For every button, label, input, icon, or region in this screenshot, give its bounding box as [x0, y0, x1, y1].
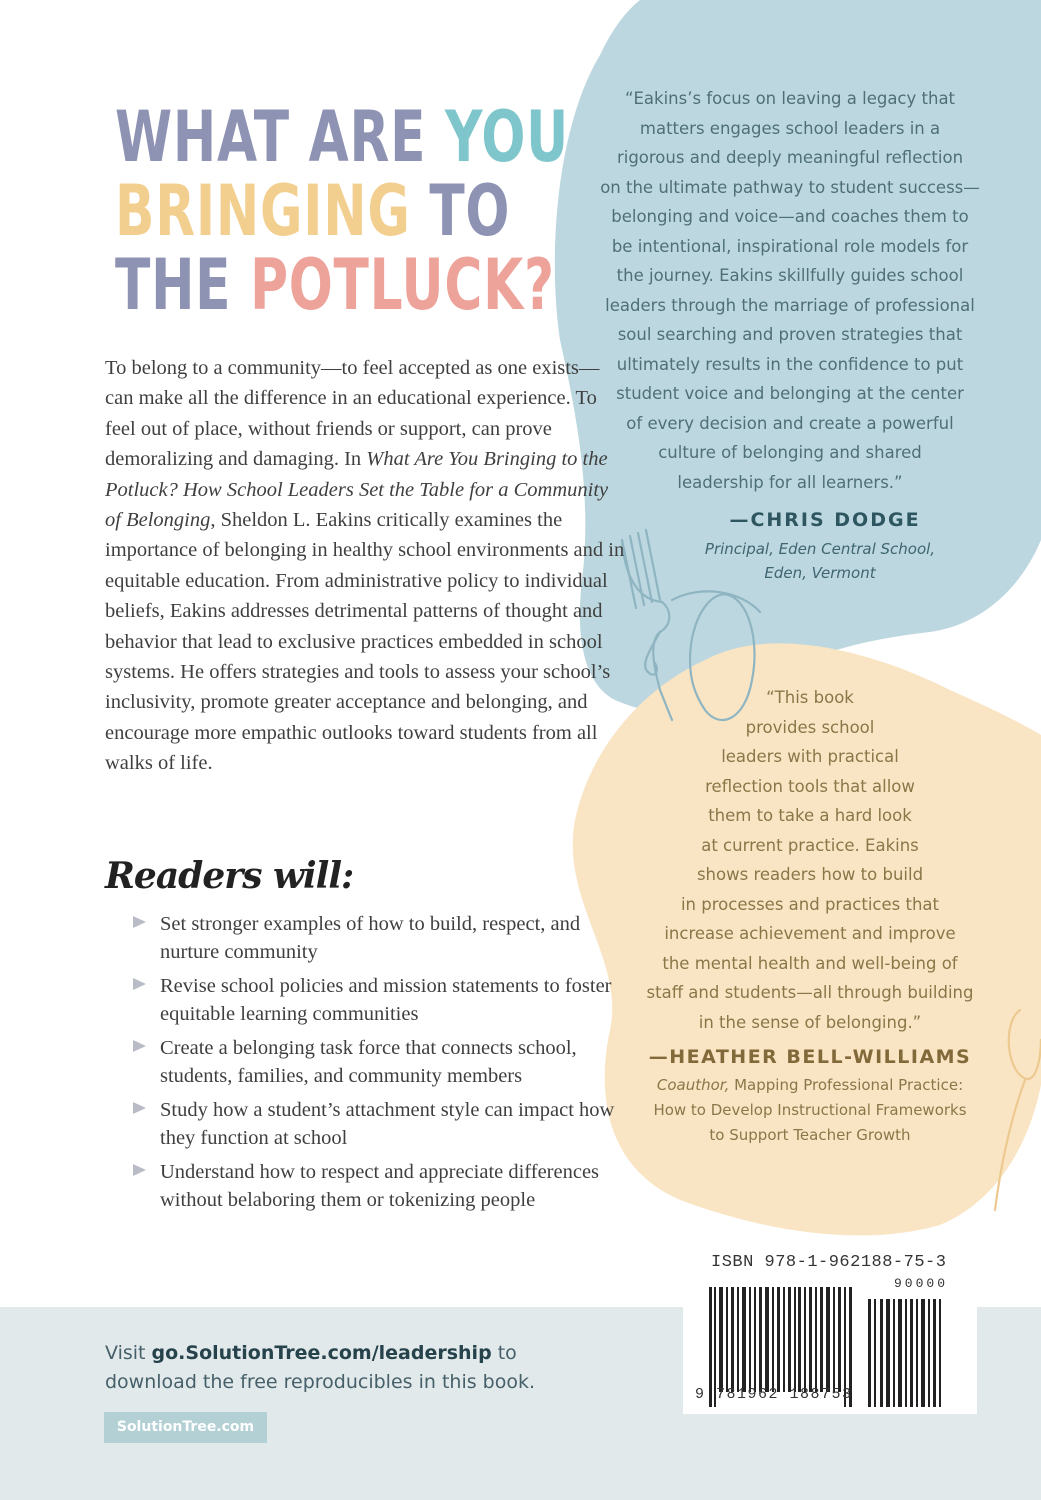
quote-line: the journey. Eakins skillfully guides school [616, 266, 964, 285]
role-line: to Support Teacher Growth [709, 1126, 911, 1144]
arrow-bullet-icon [133, 1040, 146, 1052]
quote-line: “This book [766, 688, 854, 707]
quote-line: on the ultimate pathway to student success— [600, 177, 980, 197]
quote-line: student voice and belonging at the center [616, 384, 964, 403]
book-description [105, 353, 625, 779]
list-item-text: Study how a student’s attachment style can impact how they function at school [160, 1099, 615, 1149]
title-line-3 [115, 244, 569, 326]
description-book-title: What Are You Bringing to the Potluck? How School Leaders Set the Table for a Community of Belonging [105, 448, 609, 532]
quote-line: them to take a hard look [708, 806, 912, 825]
quote-line: culture of belonging and shared [658, 443, 922, 462]
solution-tree-badge[interactable]: SolutionTree.com [104, 1412, 267, 1443]
quote-line: in the sense of belonging.” [698, 1012, 922, 1032]
isbn-number: ISBN 978-1-962188-75-3 [711, 1253, 947, 1272]
quote-line: in processes and practices that [680, 894, 940, 914]
role-prefix: Coauthor, [656, 1076, 730, 1094]
title-word: THE [115, 244, 251, 326]
testimonial-quote-dodge [570, 84, 1010, 497]
visit-text: download the free reproducibles in this book. [105, 1371, 536, 1393]
testimonial-author-bell-williams: —HEATHER BELL-WILLIAMS [648, 1046, 972, 1068]
quote-line: of every decision and create a powerful [626, 413, 954, 433]
quote-line: belonging and voice—and coaches them to [611, 207, 969, 226]
list-item-text: Set stronger examples of how to build, respect, and nurture community [160, 913, 581, 963]
list-item [133, 1158, 633, 1214]
description-text: , Sheldon L. Eakins critically examines the importance of belonging in healthy school environments and in equitable education. From administrative policy to individual beliefs, Eakins addresses detrimental patterns of thought and behavior that lead to exclusive practices embedded in school systems. He offers strategies and tools to assess your school’s inclusivity, promote greater acceptance and belonging, and encourage more empathic outlooks toward students from all walks of life. [105, 509, 625, 775]
list-item-text: Create a belonging task force that connects school, students, families, and community members [160, 1037, 577, 1087]
testimonial-author-dodge: —CHRIS DODGE [729, 509, 921, 531]
reproducibles-notice [105, 1339, 535, 1397]
quote-line: be intentional, inspirational role models for [611, 236, 969, 256]
visit-text: to [491, 1342, 517, 1364]
isbn-barcode [683, 1247, 977, 1414]
list-item [133, 972, 633, 1028]
title-line-2 [115, 170, 569, 252]
role-line: Principal, Eden Central School, [704, 540, 936, 558]
list-item [133, 910, 633, 966]
quote-line: shows readers how to build [696, 865, 924, 884]
arrow-bullet-icon [133, 916, 146, 928]
quote-line: matters engages school leaders in a [639, 118, 941, 138]
quote-line: rigorous and deeply meaningful reflection [616, 148, 964, 167]
role-line: How to Develop Instructional Frameworks [653, 1101, 967, 1119]
testimonial-author-role-dodge [640, 537, 1000, 585]
list-item [133, 1034, 633, 1090]
reproducibles-link[interactable]: go.SolutionTree.com/leadership [151, 1342, 492, 1364]
quote-line: the mental health and well-being of [662, 953, 958, 973]
quote-line: leaders with practical [721, 747, 899, 766]
title-word-accent: POTLUCK? [250, 244, 555, 326]
quote-line: leadership for all learners.” [677, 472, 903, 492]
quote-line: staff and students—all through building [646, 983, 974, 1002]
quote-line: provides school [745, 717, 875, 737]
price-addon-code: 90000 [894, 1276, 949, 1291]
book-title [115, 96, 569, 326]
quote-line: leaders through the marriage of professional [605, 295, 975, 315]
quote-line: soul searching and proven strategies that [617, 325, 963, 344]
testimonial-quote-bell-williams [600, 683, 1020, 1037]
title-line-1 [115, 96, 569, 178]
readers-will-heading: Readers will: [105, 855, 354, 897]
list-item [133, 1096, 633, 1152]
title-word-accent: YOU [444, 96, 569, 178]
title-word: WHAT ARE [115, 96, 445, 178]
quote-line: “Eakins’s focus on leaving a legacy that [624, 89, 956, 108]
role-line: Mapping Professional Practice: [729, 1076, 964, 1094]
readers-will-list [133, 910, 633, 1220]
testimonial-author-role-bell-williams [620, 1073, 1000, 1148]
title-word-accent: BRINGING [115, 170, 411, 252]
list-item-text: Understand how to respect and appreciate differences without belaboring them or tokenizing people [160, 1161, 600, 1211]
list-item-text: Revise school policies and mission statements to foster equitable learning communities [160, 975, 612, 1025]
quote-line: reflection tools that allow [705, 776, 915, 796]
arrow-bullet-icon [133, 1164, 146, 1176]
quote-line: increase achievement and improve [664, 924, 956, 943]
quote-line: at current practice. Eakins [701, 835, 919, 855]
quote-line: ultimately results in the confidence to put [616, 354, 964, 374]
arrow-bullet-icon [133, 1102, 146, 1114]
visit-text: Visit [105, 1342, 152, 1364]
title-word: TO [410, 170, 511, 252]
description-text: To belong to a community—to feel accepted as one exists—can make all the difference in an educational experience. To feel out of place, without friends or support, can prove demoralizing and damaging. In [105, 357, 600, 471]
ean-number: 9 781962 188753 [695, 1386, 853, 1403]
arrow-bullet-icon [133, 978, 146, 990]
role-line: Eden, Vermont [764, 564, 876, 582]
